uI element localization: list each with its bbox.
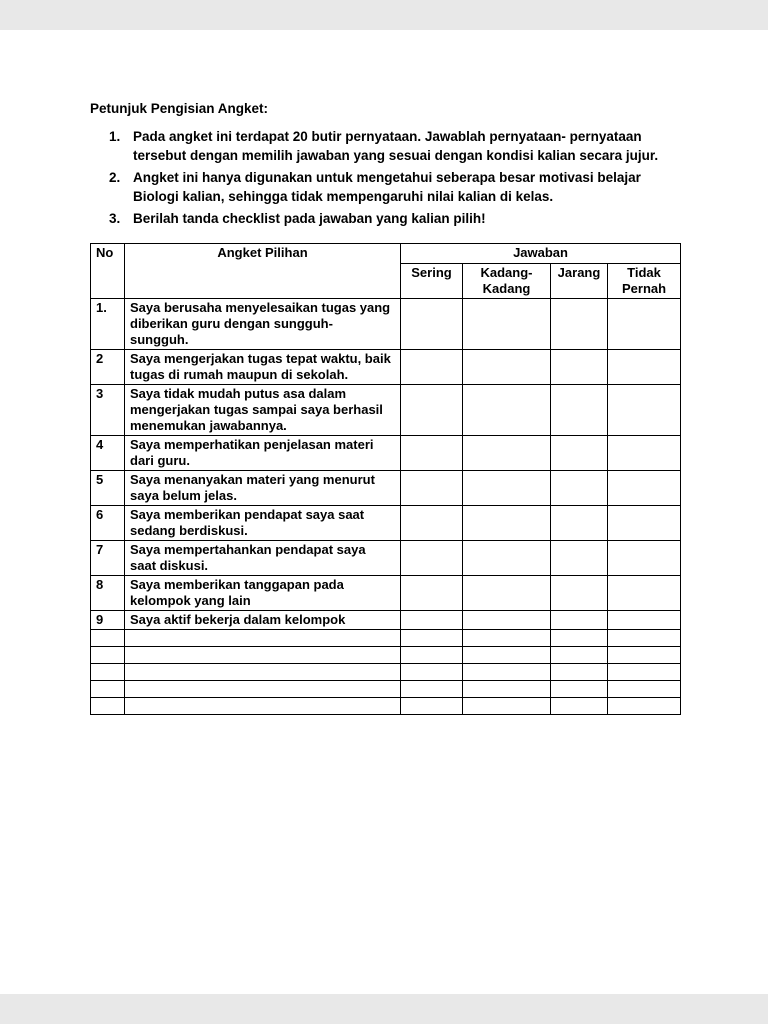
row-number: 9 bbox=[91, 611, 125, 630]
row-number: 1. bbox=[91, 299, 125, 350]
blank-number-cell bbox=[91, 664, 125, 681]
answer-cell[interactable] bbox=[551, 385, 608, 436]
blank-row bbox=[91, 698, 681, 715]
answer-cell[interactable] bbox=[401, 506, 463, 541]
blank-number-cell bbox=[91, 698, 125, 715]
answer-cell[interactable] bbox=[463, 299, 551, 350]
row-number: 8 bbox=[91, 576, 125, 611]
answer-cell[interactable] bbox=[401, 647, 463, 664]
table-header bbox=[91, 244, 681, 299]
blank-row bbox=[91, 664, 681, 681]
row-number: 2 bbox=[91, 350, 125, 385]
column-header-option-1: Sering bbox=[401, 264, 463, 299]
row-number: 3 bbox=[91, 385, 125, 436]
table-row bbox=[91, 506, 681, 541]
statement-text: Saya aktif bekerja dalam kelompok bbox=[125, 611, 401, 630]
statement-text: Saya memberikan pendapat saya saat sedang berdiskusi. bbox=[125, 506, 401, 541]
question-rows bbox=[91, 299, 681, 715]
blank-number-cell bbox=[91, 647, 125, 664]
column-header-angket-pilihan: Angket Pilihan bbox=[125, 244, 401, 299]
column-header-jawaban: Jawaban bbox=[401, 244, 681, 264]
instructions-list bbox=[90, 127, 680, 228]
answer-cell[interactable] bbox=[401, 611, 463, 630]
column-header-option-2: Kadang-Kadang bbox=[463, 264, 551, 299]
answer-cell[interactable] bbox=[463, 350, 551, 385]
answer-cell[interactable] bbox=[608, 541, 681, 576]
blank-number-cell bbox=[91, 630, 125, 647]
answer-cell[interactable] bbox=[401, 385, 463, 436]
answer-cell[interactable] bbox=[551, 436, 608, 471]
answer-cell[interactable] bbox=[551, 299, 608, 350]
instruction-item-1: 1. Pada angket ini terdapat 20 butir pernyataan. Jawablah pernyataan- pernyataan tersebut dengan memilih jawaban yang sesuai dengan kondisi kalian secara jujur. bbox=[124, 127, 680, 165]
answer-cell[interactable] bbox=[608, 630, 681, 647]
row-number: 6 bbox=[91, 506, 125, 541]
answer-cell[interactable] bbox=[608, 611, 681, 630]
table-row bbox=[91, 576, 681, 611]
answer-cell[interactable] bbox=[551, 541, 608, 576]
row-number: 4 bbox=[91, 436, 125, 471]
answer-cell[interactable] bbox=[551, 506, 608, 541]
answer-cell[interactable] bbox=[463, 436, 551, 471]
answer-cell[interactable] bbox=[401, 436, 463, 471]
table-row bbox=[91, 471, 681, 506]
answer-cell[interactable] bbox=[463, 541, 551, 576]
table-row bbox=[91, 611, 681, 630]
answer-cell[interactable] bbox=[608, 350, 681, 385]
answer-cell[interactable] bbox=[551, 664, 608, 681]
blank-statement-cell bbox=[125, 647, 401, 664]
answer-cell[interactable] bbox=[463, 698, 551, 715]
answer-cell[interactable] bbox=[463, 647, 551, 664]
statement-text: Saya mengerjakan tugas tepat waktu, baik tugas di rumah maupun di sekolah. bbox=[125, 350, 401, 385]
questionnaire-table bbox=[90, 243, 681, 715]
answer-cell[interactable] bbox=[463, 664, 551, 681]
blank-statement-cell bbox=[125, 698, 401, 715]
statement-text: Saya memberikan tanggapan pada kelompok yang lain bbox=[125, 576, 401, 611]
column-header-option-3: Jarang bbox=[551, 264, 608, 299]
answer-cell[interactable] bbox=[608, 385, 681, 436]
blank-statement-cell bbox=[125, 630, 401, 647]
answer-cell[interactable] bbox=[463, 385, 551, 436]
answer-cell[interactable] bbox=[608, 647, 681, 664]
answer-cell[interactable] bbox=[551, 681, 608, 698]
instruction-item-2: 2. Angket ini hanya digunakan untuk mengetahui seberapa besar motivasi belajar Biologi kalian, sehingga tidak mempengaruhi nilai kalian di kelas. bbox=[124, 168, 680, 206]
answer-cell[interactable] bbox=[551, 576, 608, 611]
answer-cell[interactable] bbox=[551, 698, 608, 715]
blank-statement-cell bbox=[125, 681, 401, 698]
answer-cell[interactable] bbox=[463, 576, 551, 611]
instruction-item-3: 3. Berilah tanda checklist pada jawaban yang kalian pilih! bbox=[124, 209, 680, 228]
table-row bbox=[91, 299, 681, 350]
blank-row bbox=[91, 681, 681, 698]
document-page bbox=[0, 30, 768, 994]
answer-cell[interactable] bbox=[401, 664, 463, 681]
column-header-no: No bbox=[91, 244, 125, 299]
answer-cell[interactable] bbox=[401, 681, 463, 698]
blank-number-cell bbox=[91, 681, 125, 698]
answer-cell[interactable] bbox=[551, 471, 608, 506]
statement-text: Saya memperhatikan penjelasan materi dari guru. bbox=[125, 436, 401, 471]
answer-cell[interactable] bbox=[401, 471, 463, 506]
answer-cell[interactable] bbox=[608, 299, 681, 350]
statement-text: Saya berusaha menyelesaikan tugas yang diberikan guru dengan sungguh- sungguh. bbox=[125, 299, 401, 350]
table-row bbox=[91, 350, 681, 385]
answer-cell[interactable] bbox=[463, 630, 551, 647]
answer-cell[interactable] bbox=[463, 471, 551, 506]
answer-cell[interactable] bbox=[401, 541, 463, 576]
answer-cell[interactable] bbox=[401, 299, 463, 350]
answer-cell[interactable] bbox=[551, 350, 608, 385]
answer-cell[interactable] bbox=[608, 681, 681, 698]
column-header-option-4: Tidak Pernah bbox=[608, 264, 681, 299]
answer-cell[interactable] bbox=[551, 647, 608, 664]
answer-cell[interactable] bbox=[401, 698, 463, 715]
answer-cell[interactable] bbox=[463, 681, 551, 698]
row-number: 5 bbox=[91, 471, 125, 506]
table-row bbox=[91, 436, 681, 471]
table-row bbox=[91, 541, 681, 576]
blank-row bbox=[91, 630, 681, 647]
answer-cell[interactable] bbox=[463, 506, 551, 541]
answer-cell[interactable] bbox=[608, 698, 681, 715]
statement-text: Saya mempertahankan pendapat saya saat diskusi. bbox=[125, 541, 401, 576]
answer-cell[interactable] bbox=[608, 436, 681, 471]
answer-cell[interactable] bbox=[463, 611, 551, 630]
answer-cell[interactable] bbox=[608, 664, 681, 681]
statement-text: Saya tidak mudah putus asa dalam mengerjakan tugas sampai saya berhasil menemukan jawabannya. bbox=[125, 385, 401, 436]
table-row bbox=[91, 385, 681, 436]
answer-cell[interactable] bbox=[608, 576, 681, 611]
answer-cell[interactable] bbox=[608, 506, 681, 541]
header-row-top bbox=[91, 244, 681, 264]
blank-statement-cell bbox=[125, 664, 401, 681]
answer-cell[interactable] bbox=[401, 630, 463, 647]
answer-cell[interactable] bbox=[551, 611, 608, 630]
row-number: 7 bbox=[91, 541, 125, 576]
blank-row bbox=[91, 647, 681, 664]
answer-cell[interactable] bbox=[401, 350, 463, 385]
page-title: Petunjuk Pengisian Angket: bbox=[90, 101, 269, 116]
answer-cell[interactable] bbox=[401, 576, 463, 611]
statement-text: Saya menanyakan materi yang menurut saya belum jelas. bbox=[125, 471, 401, 506]
answer-cell[interactable] bbox=[551, 630, 608, 647]
answer-cell[interactable] bbox=[608, 471, 681, 506]
